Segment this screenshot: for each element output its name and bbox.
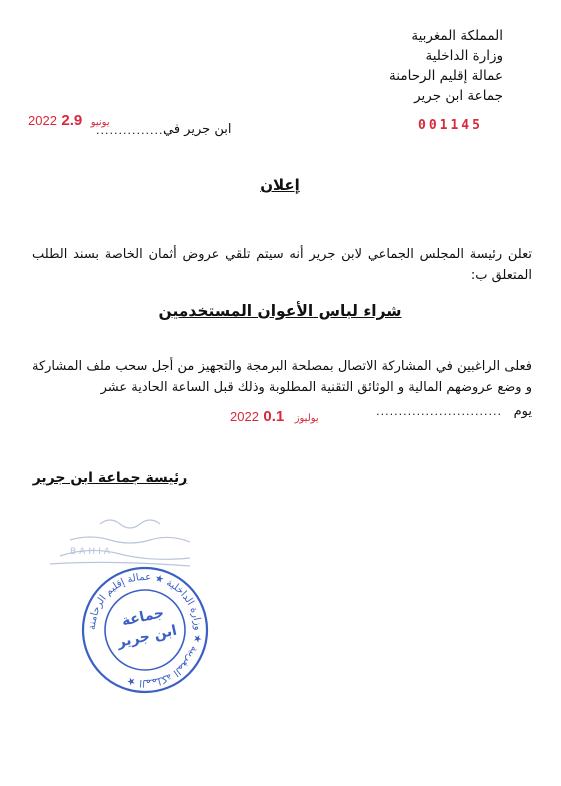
seal-inner-line-2: ابن جرير [115, 622, 179, 651]
deadline-stamp [230, 408, 325, 426]
seal-ring-text: المملكة المغربية ★ وزارة الداخلية ★ عمالة إقليم الرحامنة ★ [86, 571, 204, 689]
deadline-stamp-month: يوليوز [294, 413, 319, 424]
details-paragraph: فعلى الراغبين في المشاركة الاتصال بمصلحة البرمجة والتجهيز من أجل سحب ملف المشاركة و وضع عروضهم المالية و الوثائق التقنية المطلوبة وذلك قبل الساعة الحادية عشر [32, 359, 532, 395]
signature-title: رئيسة جماعة ابن جرير [32, 470, 188, 486]
deadline-dots: ............................ [376, 405, 502, 418]
intro-paragraph: تعلن رئيسة المجلس الجماعي لابن جرير أنه سيتم تلقي عروض أثمان الخاصة بسند الطلب المتعلق ب: [32, 247, 532, 283]
date-stamp-month: يونيو [90, 117, 110, 128]
header-line-ministry: وزارة الداخلية [425, 48, 503, 64]
signature-mark [40, 512, 220, 572]
date-stamp-year: 2022 [28, 113, 57, 128]
place-label: ابن جرير في [163, 122, 232, 137]
issuer-header [303, 26, 503, 106]
deadline-line [230, 400, 532, 430]
reference-number-stamp: 001145 [418, 118, 483, 133]
date-dots: ................ [96, 124, 168, 137]
deadline-stamp-day: 0.1 [263, 408, 285, 425]
header-line-commune: جماعة ابن جرير [414, 88, 503, 104]
header-line-kingdom: المملكة المغربية [411, 28, 503, 44]
seal-inner-line-1: جماعة [120, 604, 166, 630]
subject-title: شراء لباس الأعوان المستخدمين [158, 302, 402, 320]
place-date-line [28, 112, 268, 142]
official-seal [80, 565, 210, 695]
announcement-title: إعلان [260, 176, 300, 194]
date-stamp-day: 2.9 [61, 112, 83, 129]
deadline-label: يوم [513, 404, 532, 419]
deadline-stamp-year: 2022 [230, 409, 259, 424]
svg-text:BAHIA: BAHIA [70, 547, 113, 557]
header-line-prefecture: عمالة إقليم الرحامنة [389, 68, 503, 84]
